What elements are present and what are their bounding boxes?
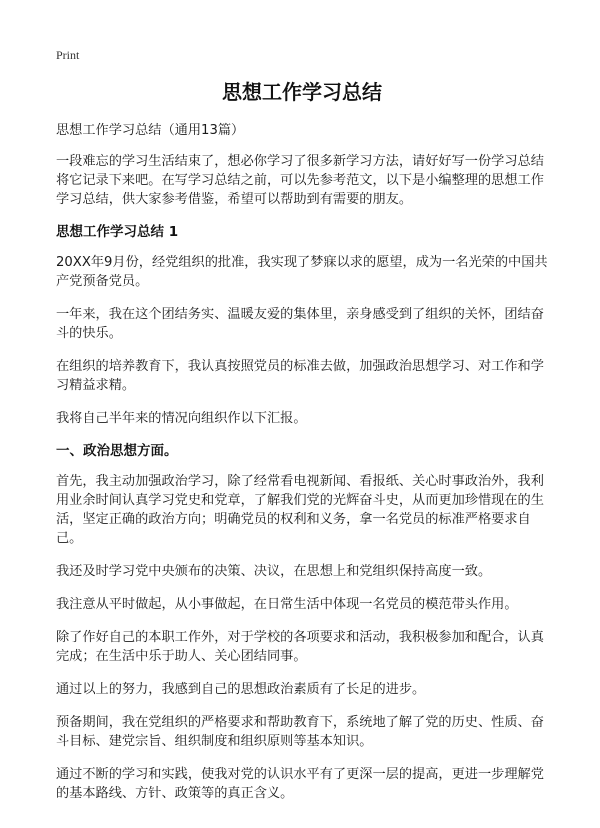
paragraph: 预备期间，我在党组织的严格要求和帮助教育下，系统地了解了党的历史、性质、奋斗目标、建党宗旨、组织制度和组织原则等基本知识。	[56, 715, 544, 749]
paragraph: 首先，我主动加强政治学习，除了经常看电视新闻、看报纸、关心时事政治外，我利用业余时间认真学习党史和党章，了解我们党的光辉奋斗史，从而更加珍惜现在的生活，坚定正确的政治方向；明确党员的权利和义务，拿一名党员的标准严格要求自己。	[56, 474, 544, 546]
paragraph: 通过不断的学习和实践，使我对党的认识水平有了更深一层的提高，更进一步理解党的基本路线、方针、政策等的真正含义。	[56, 767, 544, 801]
document-subtitle: 思想工作学习总结（通用13篇）	[56, 123, 245, 138]
section-heading: 思想工作学习总结 1	[56, 224, 179, 240]
paragraph: 20XX年9月份，经党组织的批准，我实现了梦寐以求的愿望，成为一名光荣的中国共产党预备党员。	[56, 255, 548, 289]
paragraph: 我注意从平时做起，从小事做起，在日常生活中体现一名党员的模范带头作用。	[56, 597, 518, 612]
paragraph: 通过以上的努力，我感到自己的思想政治素质有了长足的进步。	[56, 682, 426, 697]
print-link[interactable]: Print	[56, 48, 80, 62]
paragraph: 除了作好自己的本职工作外，对于学校的各项要求和活动，我积极参加和配合，认真完成；在生活中乐于助人、关心团结同事。	[56, 630, 544, 664]
paragraph: 一年来，我在这个团结务实、温暖友爱的集体里，亲身感受到了组织的关怀，团结奋斗的快乐。	[56, 307, 544, 341]
paragraph: 我还及时学习党中央颁布的决策、决议，在思想上和党组织保持高度一致。	[56, 564, 492, 579]
document-title: 思想工作学习总结	[222, 80, 382, 104]
document-body	[56, 121, 548, 817]
intro-paragraph: 一段难忘的学习生活结束了，想必你学习了很多新学习方法，请好好写一份学习总结将它记录下来吧。在写学习总结之前，可以先参考范文，以下是小编整理的思想工作学习总结，供大家参考借鉴，希望可以帮助到有需要的朋友。	[56, 154, 544, 207]
paragraph: 我将自己半年来的情况向组织作以下汇报。	[56, 411, 307, 426]
part-heading: 一、政治思想方面。	[56, 443, 178, 459]
paragraph: 在组织的培养教育下，我认真按照党员的标准去做，加强政治思想学习、对工作和学习精益求精。	[56, 359, 544, 393]
